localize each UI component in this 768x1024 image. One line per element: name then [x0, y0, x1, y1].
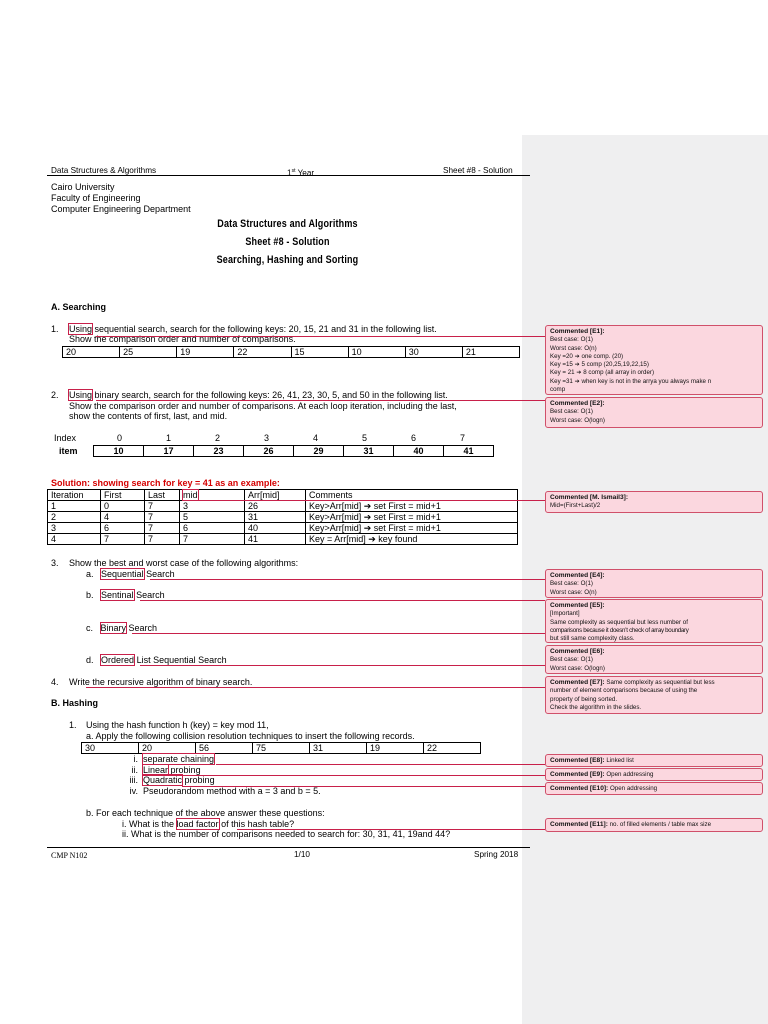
hq1-number: 1. — [69, 720, 77, 730]
table-cell: 6 — [101, 523, 145, 534]
q1-text: Using sequential search, search for the following keys: 20, 15, 21 and 31 in the following list. — [69, 324, 437, 334]
comment-connector — [140, 600, 545, 601]
table-cell: 6 — [180, 523, 245, 534]
comment-connector — [192, 500, 545, 501]
q1-list-table — [62, 346, 520, 358]
comment-connector — [150, 579, 545, 580]
list-cell: 30 — [405, 347, 462, 358]
comment-connector — [182, 786, 545, 787]
comment-anchor[interactable]: separate chaining — [143, 754, 215, 764]
q3-item: a. Sequential Search — [86, 569, 175, 579]
hq1-b-ii: ii. What is the number of comparisons needed to search for: 30, 31, 41, 19and 44? — [122, 829, 451, 839]
comment-connector — [132, 633, 545, 634]
header-cell: Comments — [306, 490, 518, 501]
record-cell: 31 — [310, 743, 367, 754]
index-cell: 7 — [459, 433, 465, 443]
list-cell: 20 — [63, 347, 120, 358]
item-cell: 41 — [444, 446, 494, 457]
table-cell: 7 — [145, 512, 180, 523]
comment-connector — [140, 665, 545, 666]
index-cell: 4 — [312, 433, 318, 443]
table-row — [48, 523, 518, 534]
comment-anchor[interactable]: mid — [183, 490, 198, 500]
comment-balloon[interactable]: Commented [M. Ismail3]: Mid=(First+Last)/2 — [545, 491, 763, 513]
comment-balloon[interactable]: Commented [E6]: Best case: O(1) Worst case: O(logn) — [545, 645, 763, 674]
comment-anchor[interactable]: load factor — [176, 819, 219, 829]
comment-anchor[interactable]: Binary — [100, 623, 127, 633]
technique-item: ii. Linear probing — [131, 765, 201, 775]
technique-item: iii. Quadratic probing — [129, 775, 215, 785]
table-cell: 7 — [145, 534, 180, 545]
footer-page: 1/10 — [294, 850, 310, 859]
q1-number: 1. — [51, 324, 59, 334]
footer-rule — [47, 847, 530, 848]
q2-text-line2: Show the comparison order and number of comparisons. At each loop iteration, including the last, — [69, 401, 457, 411]
list-cell: 25 — [120, 347, 177, 358]
list-cell: 15 — [291, 347, 348, 358]
iteration-table — [47, 489, 518, 545]
comment-anchor[interactable]: Ordered — [101, 655, 135, 665]
table-cell: 41 — [245, 534, 306, 545]
record-cell: 20 — [139, 743, 196, 754]
table-cell: Key = Arr[mid] ➔ key found — [306, 534, 518, 545]
institution-line: Faculty of Engineering — [51, 193, 141, 203]
q3-item: d. Ordered List Sequential Search — [86, 655, 227, 665]
doc-subtitle: Sheet #8 - Solution — [245, 236, 330, 248]
item-cell: 23 — [194, 446, 244, 457]
comment-balloon[interactable]: Commented [E4]: Best case: O(1) Worst case: O(n) — [545, 569, 763, 598]
item-label: item — [59, 446, 78, 456]
header-course: Data Structures & Algorithms — [51, 166, 157, 175]
item-cell: 17 — [144, 446, 194, 457]
list-cell: 21 — [462, 347, 519, 358]
institution-line: Cairo University — [51, 182, 115, 192]
header-sheet: Sheet #8 - Solution — [443, 166, 513, 175]
index-cell: 6 — [410, 433, 416, 443]
comment-balloon[interactable]: Commented [E11]: no. of filled elements / table max size — [545, 818, 763, 832]
index-cell: 0 — [116, 433, 122, 443]
header-year: 1st Year — [287, 168, 315, 178]
comment-balloon[interactable]: Commented [E7]: Same complexity as sequential but less number of element comparisons because of using the property of being sorted. Check the algorithm in the slides. — [545, 676, 763, 714]
header-cell — [180, 490, 245, 501]
doc-title: Data Structures and Algorithms — [217, 218, 358, 230]
technique-item: iv. Pseudorandom method with a = 3 and b = 5. — [129, 786, 321, 796]
record-cell: 19 — [367, 743, 424, 754]
item-cell: 29 — [294, 446, 344, 457]
comment-anchor[interactable]: Sentinal — [101, 590, 134, 600]
comment-balloon[interactable]: Commented [E2]: Best case: O(1) Worst case: O(logn) — [545, 397, 763, 428]
table-cell: 7 — [101, 534, 145, 545]
index-cell: 3 — [263, 433, 269, 443]
comment-anchor[interactable]: Using — [69, 324, 93, 334]
table-cell: 31 — [245, 512, 306, 523]
table-cell: 2 — [48, 512, 101, 523]
comment-connector — [96, 336, 545, 337]
comment-anchor[interactable]: Linear — [143, 765, 169, 775]
header-rule — [47, 175, 530, 176]
item-cell: 31 — [344, 446, 394, 457]
comment-connector — [96, 400, 545, 401]
comment-connector — [216, 764, 545, 765]
item-cell: 26 — [244, 446, 294, 457]
iteration-header-row — [48, 490, 518, 501]
table-cell: 0 — [101, 501, 145, 512]
table-cell: 26 — [245, 501, 306, 512]
index-cell: 2 — [214, 433, 220, 443]
index-label: Index — [54, 433, 77, 443]
comment-anchor[interactable]: Sequential — [101, 569, 144, 579]
table-row — [48, 501, 518, 512]
q1-text-line2: Show the comparison order and number of comparisons. — [69, 334, 296, 344]
comment-balloon[interactable]: Commented [E5]: [Important] Same complexity as sequential but less number of comparisons because it doesn’t check of array boundary but still same complexity class. — [545, 599, 763, 643]
table-cell: 7 — [145, 523, 180, 534]
footer-term: Spring 2018 — [474, 850, 519, 859]
hq1-text: Using the hash function h (key) = key mod 11, — [86, 720, 269, 730]
comment-connector — [167, 775, 545, 776]
q3-item: b. Sentinal Search — [86, 590, 165, 600]
list-cell: 19 — [177, 347, 234, 358]
table-cell: 1 — [48, 501, 101, 512]
comment-balloon[interactable]: Commented [E8]: Linked list — [545, 754, 763, 767]
record-cell: 75 — [253, 743, 310, 754]
item-cell: 40 — [394, 446, 444, 457]
comment-connector — [86, 687, 545, 688]
comment-anchor[interactable]: Quadratic — [143, 775, 183, 785]
table-cell: Key>Arr[mid] ➔ set First = mid+1 — [306, 523, 518, 534]
header-cell: First — [101, 490, 145, 501]
header-cell: Iteration — [48, 490, 101, 501]
table-cell: Key>Arr[mid] ➔ set First = mid+1 — [306, 501, 518, 512]
footer-course: CMP N102 — [51, 851, 88, 860]
table-cell: 3 — [180, 501, 245, 512]
record-cell: 22 — [424, 743, 481, 754]
record-cell: 56 — [196, 743, 253, 754]
hq1-b-i: i. What is the load factor of this hash table? — [122, 819, 295, 829]
list-cell: 22 — [234, 347, 291, 358]
record-cell: 30 — [82, 743, 139, 754]
solution-label: Solution: showing search for key = 41 as an example: — [51, 478, 280, 488]
comment-balloon[interactable]: Commented [E10]: Open addressing — [545, 782, 763, 795]
hq1-part-b: b. For each technique of the above answer these questions: — [86, 808, 325, 818]
header-cell: Arr[mid] — [245, 490, 306, 501]
q2-number: 2. — [51, 390, 59, 400]
table-cell: 3 — [48, 523, 101, 534]
records-table — [81, 742, 481, 754]
table-cell: 40 — [245, 523, 306, 534]
table-cell: 5 — [180, 512, 245, 523]
table-cell: Key>Arr[mid] ➔ set First = mid+1 — [306, 512, 518, 523]
table-row — [48, 512, 518, 523]
comment-balloon[interactable]: Commented [E1]: Best case: O(1) Worst case: O(n) Key =20 ➔ one comp. (20) Key =15 ➔ 5 comp (20,25,19,22,15) Key = 21 ➔ 8 comp (all array in order) Key =31 ➔ when key is not in the arrya you always make n comp — [545, 325, 763, 395]
index-cell: 5 — [361, 433, 367, 443]
comment-anchor[interactable]: Using — [69, 390, 93, 400]
q2-text-line3: show the contents of first, last, and mid. — [69, 411, 228, 421]
q4-number: 4. — [51, 677, 59, 687]
hq1-part-a: a. Apply the following collision resolution techniques to insert the following records. — [86, 731, 415, 741]
index-cell: 1 — [165, 433, 171, 443]
comment-balloon[interactable]: Commented [E9]: Open addressing — [545, 768, 763, 781]
q2-text: Using binary search, search for the following keys: 26, 41, 23, 30, 5, and 50 in the following list. — [69, 390, 448, 400]
table-cell: 4 — [101, 512, 145, 523]
q3-item: c. Binary Search — [86, 623, 158, 633]
item-cell: 10 — [94, 446, 144, 457]
institution-line: Computer Engineering Department — [51, 204, 191, 214]
q3-text: Show the best and worst case of the following algorithms: — [69, 558, 299, 568]
q3-number: 3. — [51, 558, 59, 568]
list-cell: 10 — [348, 347, 405, 358]
q4-text: Write the recursive algorithm of binary search. — [69, 677, 253, 687]
table-row — [48, 534, 518, 545]
comment-connector — [237, 829, 545, 830]
table-cell: 4 — [48, 534, 101, 545]
section-b-heading: B. Hashing — [51, 698, 99, 708]
item-table — [93, 445, 494, 457]
table-cell: 7 — [180, 534, 245, 545]
section-a-heading: A. Searching — [51, 302, 107, 312]
technique-item: i. separate chaining — [133, 754, 215, 764]
index-row — [51, 433, 487, 443]
doc-topic: Searching, Hashing and Sorting — [216, 254, 359, 266]
header-cell: Last — [145, 490, 180, 501]
table-cell: 7 — [145, 501, 180, 512]
